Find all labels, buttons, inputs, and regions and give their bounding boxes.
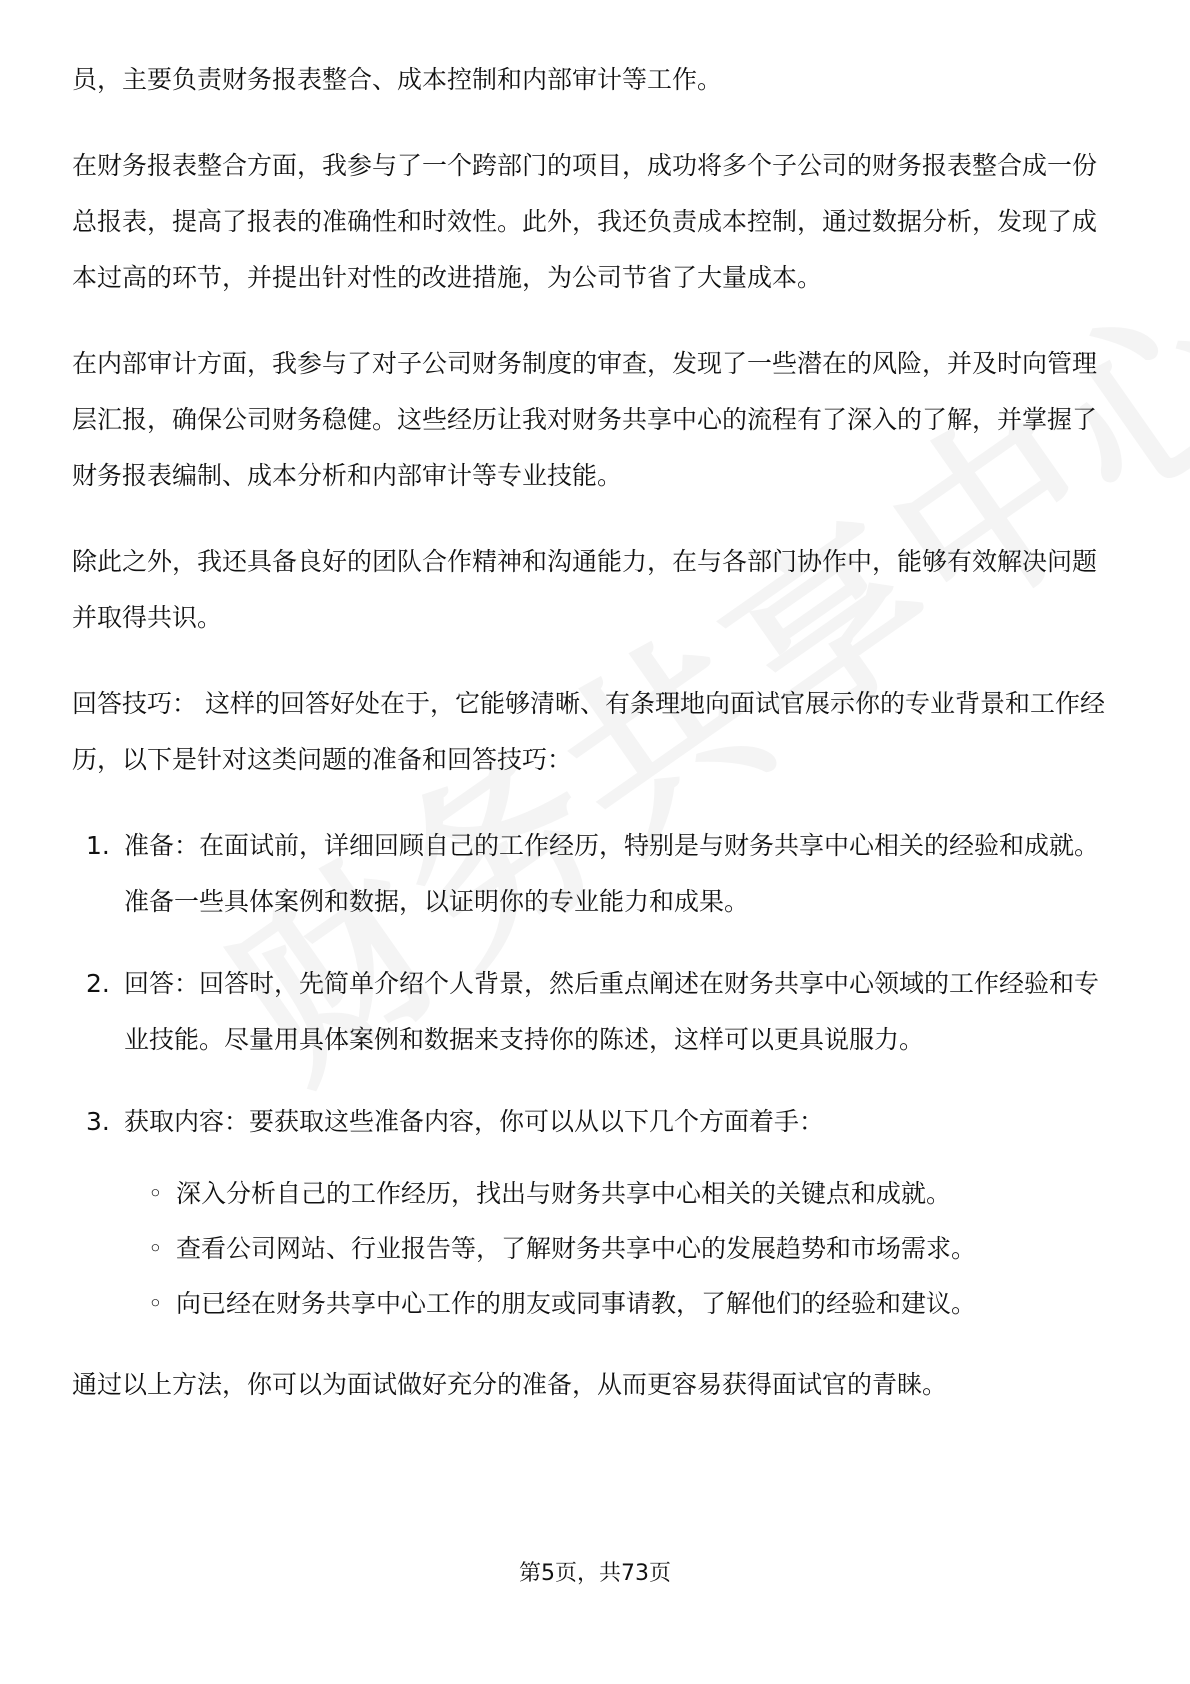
circle-bullet-icon: ◦ <box>148 1289 163 1318</box>
paragraph-intro-continued: 员，主要负责财务报表整合、成本控制和内部审计等工作。 <box>72 65 723 94</box>
list-item-text: 准备：在面试前，详细回顾自己的工作经历，特别是与财务共享中心相关的经验和成就。准备一些具体案例和数据，以证明你的专业能力和成果。 <box>124 831 1100 916</box>
paragraph-answer-tips: 回答技巧： 这样的回答好处在于，它能够清晰、有条理地向面试官展示你的专业背景和工作经历，以下是针对这类问题的准备和回答技巧： <box>72 689 1105 774</box>
paragraph-closing: 通过以上方法，你可以为面试做好充分的准备，从而更容易获得面试官的青睐。 <box>72 1370 948 1399</box>
list-item-text: 获取内容：要获取这些准备内容，你可以从以下几个方面着手： <box>124 1107 825 1136</box>
sub-list-item-text: 深入分析自己的工作经历，找出与财务共享中心相关的关键点和成就。 <box>176 1179 952 1208</box>
page-number-label: 第5页，共73页 <box>519 1561 671 1586</box>
paragraph-internal-audit: 在内部审计方面，我参与了对子公司财务制度的审查，发现了一些潜在的风险，并及时向管理层汇报，确保公司财务稳健。这些经历让我对财务共享中心的流程有了深入的了解，并掌握了财务报表编制、成本分析和内部审计等专业技能。 <box>72 349 1098 490</box>
list-item-text: 回答：回答时，先简单介绍个人背景，然后重点阐述在财务共享中心领域的工作经验和专业技能。尽量用具体案例和数据来支持你的陈述，这样可以更具说服力。 <box>124 969 1100 1054</box>
list-item <box>72 1094 1118 1331</box>
list-number: 3. <box>86 1107 110 1136</box>
tips-list <box>72 818 1118 1331</box>
sub-list-item-text: 向已经在财务共享中心工作的朋友或同事请教，了解他们的经验和建议。 <box>176 1289 977 1318</box>
list-number: 2. <box>86 969 110 998</box>
sub-list-item-text: 查看公司网站、行业报告等，了解财务共享中心的发展趋势和市场需求。 <box>176 1234 977 1263</box>
paragraph-teamwork: 除此之外，我还具备良好的团队合作精神和沟通能力，在与各部门协作中，能够有效解决问题并取得共识。 <box>72 547 1098 632</box>
sub-list <box>124 1166 1118 1331</box>
list-number: 1. <box>86 831 110 860</box>
list-item <box>72 956 1118 1068</box>
paragraph-report-integration: 在财务报表整合方面，我参与了一个跨部门的项目，成功将多个子公司的财务报表整合成一份总报表，提高了报表的准确性和时效性。此外，我还负责成本控制，通过数据分析，发现了成本过高的环节，并提出针对性的改进措施，为公司节省了大量成本。 <box>72 151 1098 292</box>
list-item <box>72 818 1118 930</box>
circle-bullet-icon: ◦ <box>148 1179 163 1208</box>
circle-bullet-icon: ◦ <box>148 1234 163 1263</box>
page-content <box>72 52 1118 1443</box>
sub-list-item <box>148 1166 1118 1221</box>
page-footer <box>0 1556 1190 1587</box>
sub-list-item <box>148 1276 1118 1331</box>
sub-list-item <box>148 1221 1118 1276</box>
